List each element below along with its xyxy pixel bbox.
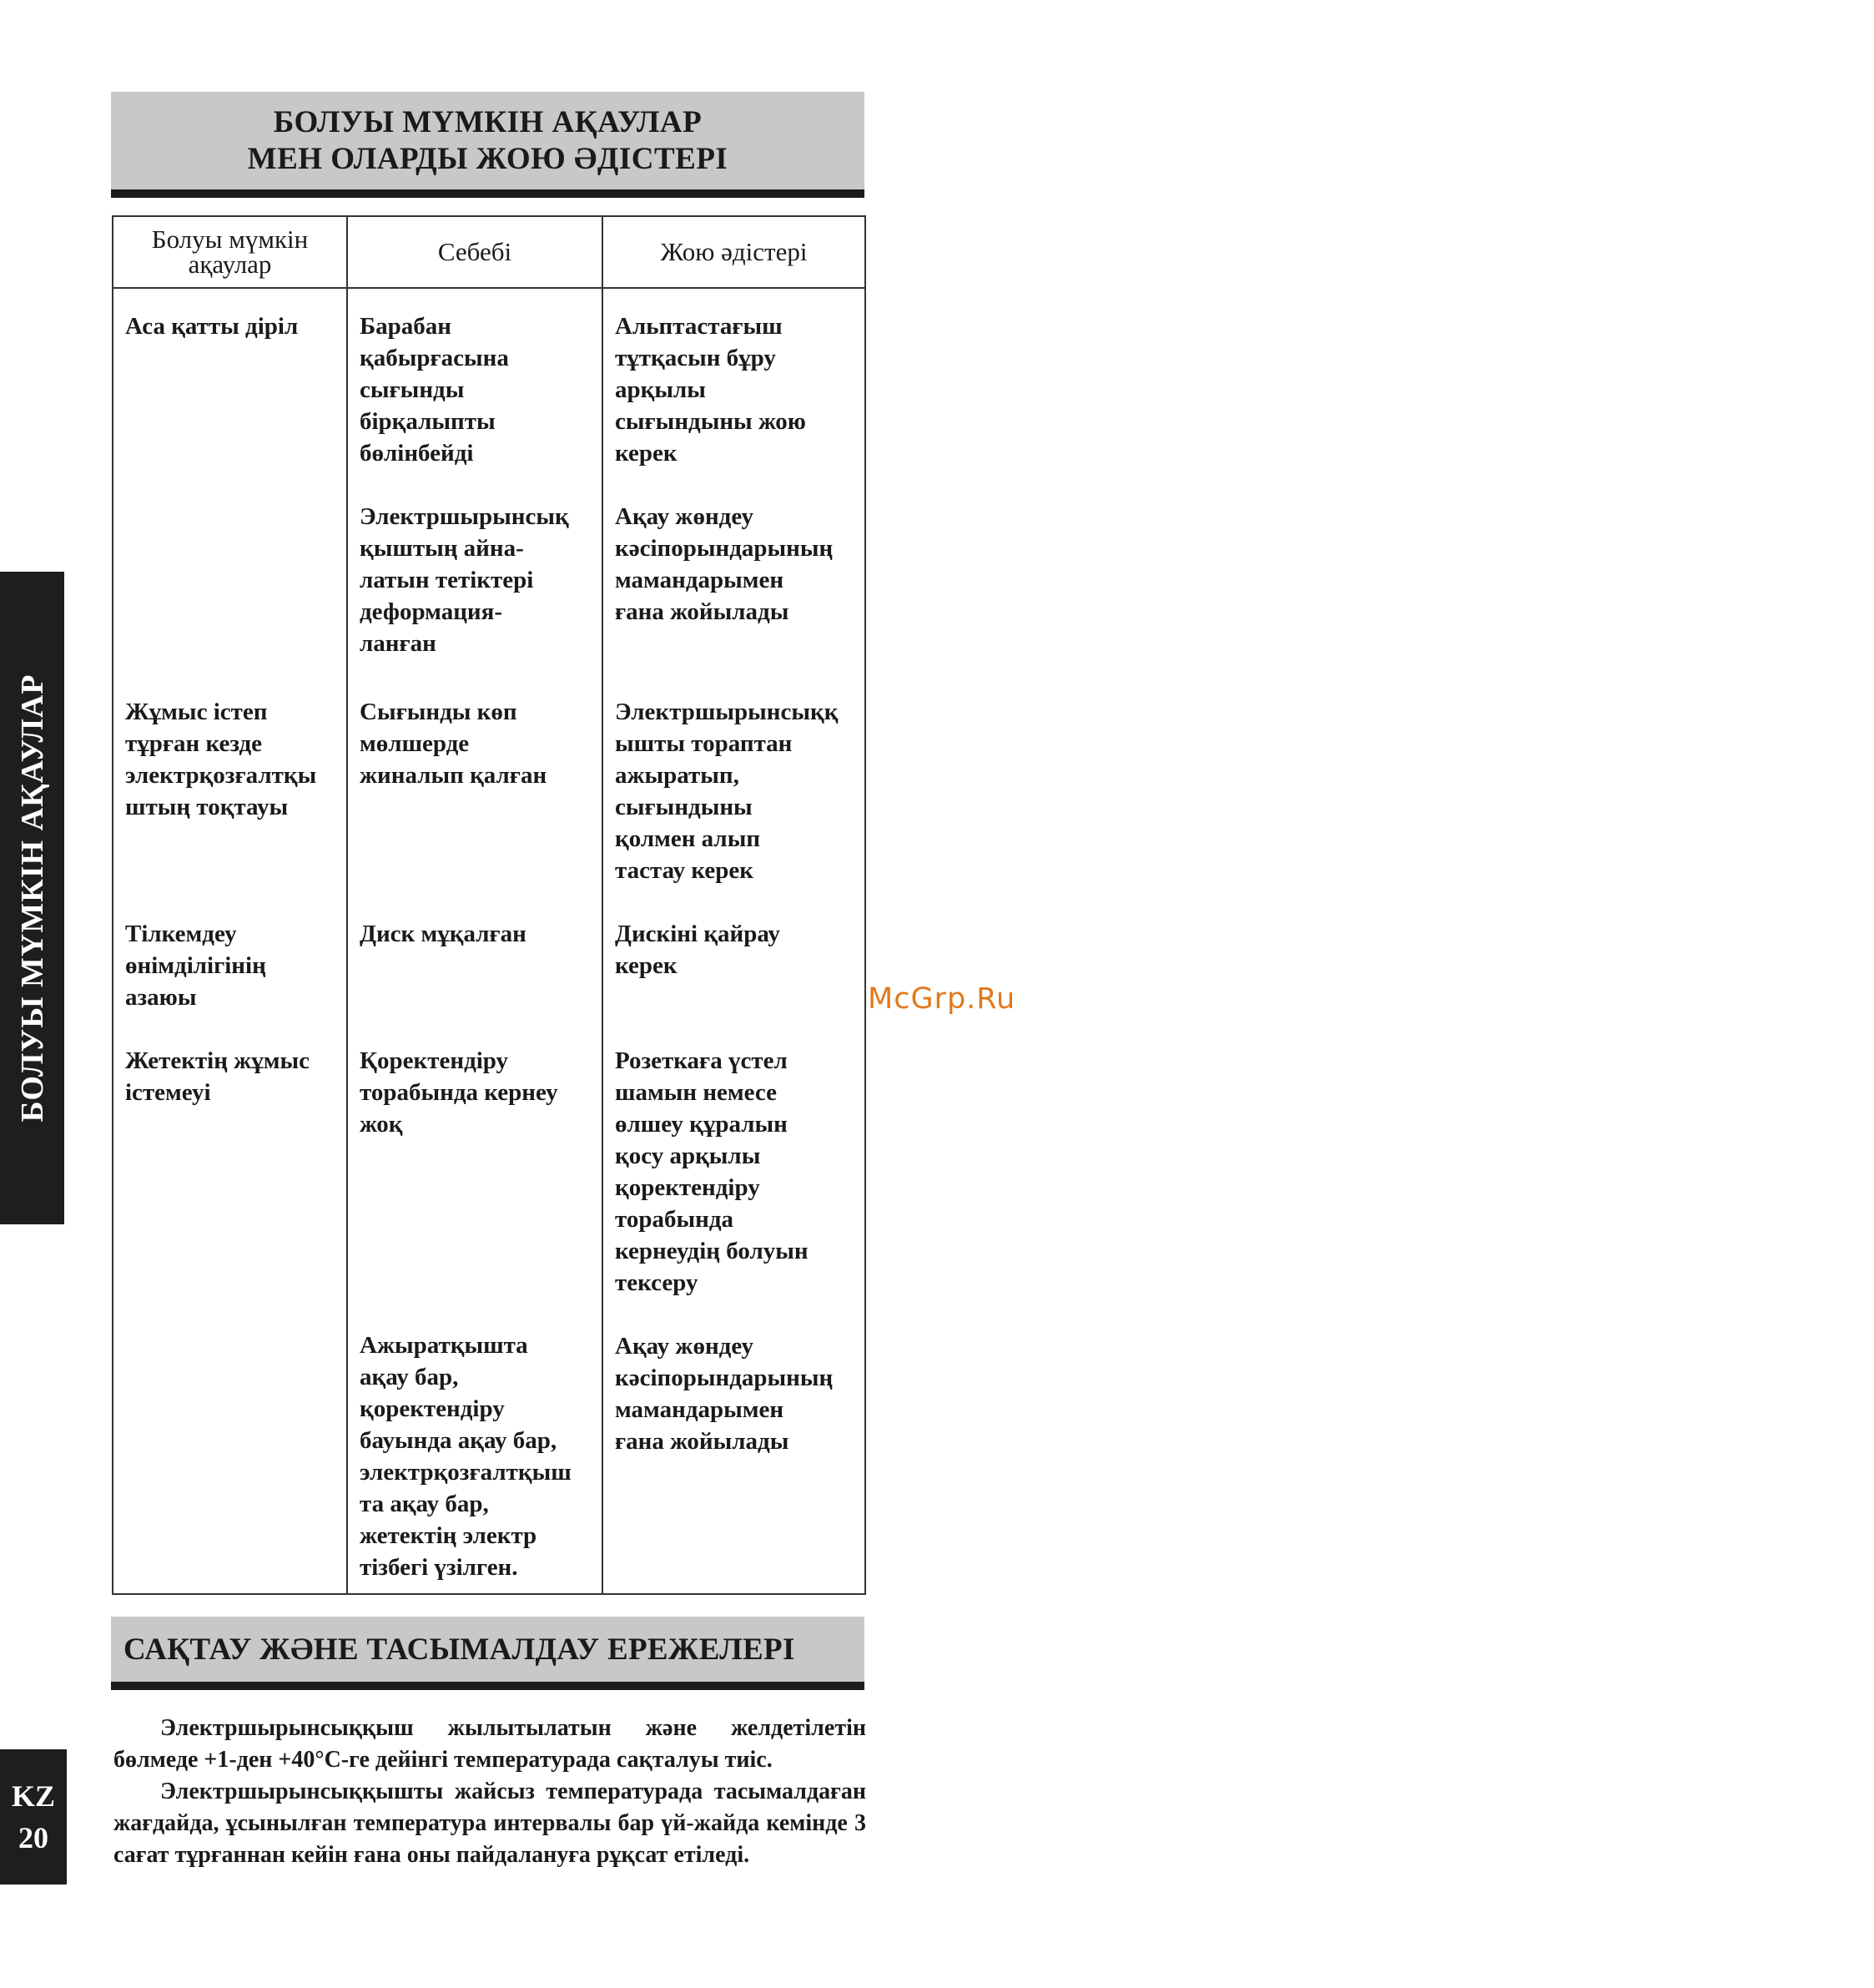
page-title-line2: МЕН ОЛАРДЫ ЖОЮ ӘДІСТЕРІ xyxy=(247,141,728,176)
header-fix: Жою әдістері xyxy=(602,216,865,288)
fix-text: Розеткаға үстел шамын немесе өлшеу құралын қосу арқылы қоректендіру торабында кернеудің болуын тексеру xyxy=(615,1047,809,1296)
table-row xyxy=(113,893,865,1020)
faults-table xyxy=(112,215,866,1595)
fault-cell: Жұмыс істеп тұрған кезде электрқозғалтқы штың тоқтауы xyxy=(113,666,347,893)
cause-text: Электршырынсық қыштың айна- латын тетіктері деформация- ланған xyxy=(360,503,569,657)
fault-cell: Жетектің жұмыс істемеуі xyxy=(113,1020,347,1594)
fault-cell: Тілкемдеу өнімділігінің азаюы xyxy=(113,893,347,1020)
table-row xyxy=(113,288,865,666)
fix-text: Ақау жөндеу кәсіпорындарының мамандарымен ғана жойылады xyxy=(615,1333,834,1455)
table-row xyxy=(113,1020,865,1594)
table-row xyxy=(113,666,865,893)
side-section-tab xyxy=(0,572,64,1224)
page-title xyxy=(111,92,864,198)
fault-cell: Аса қатты діріл xyxy=(113,288,347,666)
fix-text: Альптастағыш тұтқасын бұру арқылы сығындыны жою керек xyxy=(615,313,806,467)
header-faults: Болуы мүмкін ақаулар xyxy=(113,216,347,288)
cause-cell: Диск мұқалған xyxy=(347,893,602,1020)
fix-cell: Электршырынсыққ ышты тораптан ажыратып, сығындыны қолмен алып тастау керек xyxy=(602,666,865,893)
cause-cell xyxy=(347,1020,602,1594)
cause-text: Барабан қабырғасына сығынды бірқалыпты бөлінбейді xyxy=(360,313,509,467)
page-title-line1: БОЛУЫ МҮМКІН АҚАУЛАР xyxy=(273,104,703,139)
cause-cell xyxy=(347,288,602,666)
fix-cell xyxy=(602,288,865,666)
cause-cell: Сығынды көп мөлшерде жиналып қалған xyxy=(347,666,602,893)
storage-paragraph-1: Электршырынсыққыш жылытылатын және желдетілетін бөлмеде +1-ден +40°С-ге дейінгі температурада сақталуы тиіс. xyxy=(113,1715,866,1773)
storage-paragraph-2: Электршырынсыққышты жайсыз температурада тасымалдаған жағдайда, ұсынылған температура интервалы бар үй-жайда кемінде 3 сағат тұрғаннан кейін ғана оны пайдалануға рұқсат етіледі. xyxy=(113,1779,866,1868)
cause-text: Қоректендіру торабында кернеу жоқ xyxy=(360,1047,558,1138)
page-number: 20 xyxy=(18,1821,48,1854)
page-number-tab xyxy=(0,1749,67,1885)
cause-text: Ажыратқышта ақау бар, қоректендіру бауында ақау бар, электрқозғалтқыш та ақау бар, жетектің электр тізбегі үзілген. xyxy=(360,1332,572,1581)
fix-text: Ақау жөндеу кәсіпорындарының мамандарымен ғана жойылады xyxy=(615,503,834,625)
side-section-label: БОЛУЫ МҮМКІН АҚАУЛАР xyxy=(14,674,50,1123)
storage-heading: САҚТАУ ЖӘНЕ ТАСЫМАЛДАУ ЕРЕЖЕЛЕРІ xyxy=(111,1617,864,1690)
fix-cell: Дискіні қайрау керек xyxy=(602,893,865,1020)
header-cause: Себебі xyxy=(347,216,602,288)
language-label: KZ xyxy=(11,1779,55,1813)
fix-cell xyxy=(602,1020,865,1594)
table-header-row xyxy=(113,216,865,288)
watermark: McGrp.Ru xyxy=(868,982,1016,1016)
